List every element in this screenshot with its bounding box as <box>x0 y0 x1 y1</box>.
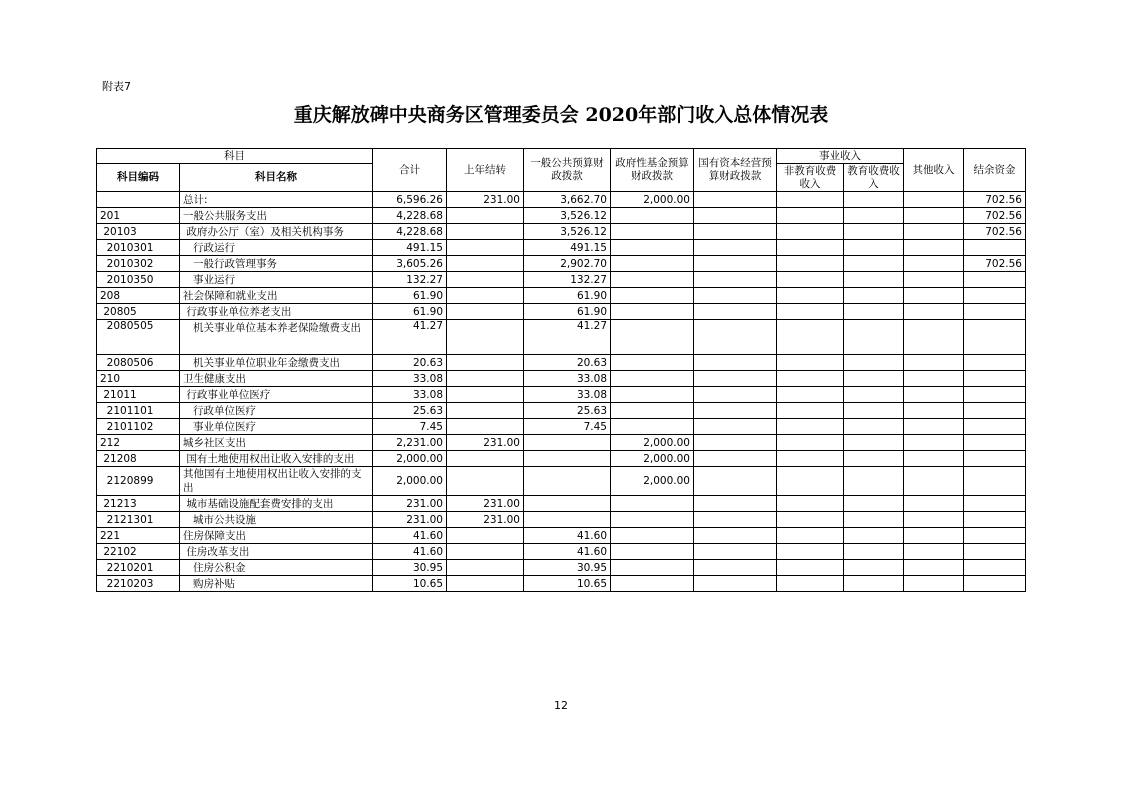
table-row <box>97 544 1026 560</box>
cell-capital <box>694 240 777 256</box>
cell-general: 41.27 <box>524 320 611 355</box>
cell-fund <box>611 272 694 288</box>
table-row <box>97 528 1026 544</box>
cell-carryover <box>447 544 524 560</box>
cell-name: 城市公共设施 <box>180 512 373 528</box>
cell-capital <box>694 419 777 435</box>
cell-other <box>904 451 964 467</box>
cell-capital <box>694 371 777 387</box>
cell-edu <box>844 320 904 355</box>
cell-edu <box>844 355 904 371</box>
header-edu-fee: 教育收费收入 <box>844 164 904 192</box>
cell-carryover <box>447 355 524 371</box>
cell-name: 卫生健康支出 <box>180 371 373 387</box>
table-row <box>97 403 1026 419</box>
cell-balance <box>964 560 1026 576</box>
cell-fund: 2,000.00 <box>611 467 694 496</box>
cell-edu <box>844 304 904 320</box>
cell-fund <box>611 355 694 371</box>
cell-total: 33.08 <box>373 387 447 403</box>
table-row <box>97 419 1026 435</box>
cell-total: 4,228.68 <box>373 224 447 240</box>
cell-total: 41.60 <box>373 528 447 544</box>
table-row <box>97 560 1026 576</box>
cell-name: 一般行政管理事务 <box>180 256 373 272</box>
cell-name: 事业运行 <box>180 272 373 288</box>
cell-fund: 2,000.00 <box>611 192 694 208</box>
cell-fund <box>611 512 694 528</box>
cell-balance <box>964 403 1026 419</box>
cell-capital <box>694 496 777 512</box>
cell-edu <box>844 451 904 467</box>
cell-carryover <box>447 576 524 592</box>
table-row <box>97 192 1026 208</box>
cell-code: 208 <box>97 288 180 304</box>
cell-name: 行政运行 <box>180 240 373 256</box>
table-row <box>97 208 1026 224</box>
table-row <box>97 288 1026 304</box>
cell-edu <box>844 512 904 528</box>
cell-balance <box>964 528 1026 544</box>
header-carryover: 上年结转 <box>447 149 524 192</box>
header-balance: 结余资金 <box>964 149 1026 192</box>
header-business-income: 事业收入 <box>777 149 904 164</box>
cell-name: 总计: <box>180 192 373 208</box>
cell-edu <box>844 435 904 451</box>
cell-carryover <box>447 371 524 387</box>
cell-carryover <box>447 451 524 467</box>
cell-capital <box>694 576 777 592</box>
cell-other <box>904 371 964 387</box>
cell-capital <box>694 467 777 496</box>
cell-total: 132.27 <box>373 272 447 288</box>
cell-nonedu <box>777 387 844 403</box>
header-subject: 科目 <box>97 149 373 164</box>
cell-total: 41.27 <box>373 320 447 355</box>
cell-general: 2,902.70 <box>524 256 611 272</box>
cell-code: 2101102 <box>97 419 180 435</box>
cell-fund <box>611 320 694 355</box>
table-row <box>97 355 1026 371</box>
cell-balance: 702.56 <box>964 208 1026 224</box>
table-row <box>97 224 1026 240</box>
cell-name: 国有土地使用权出让收入安排的支出 <box>180 451 373 467</box>
cell-name: 城乡社区支出 <box>180 435 373 451</box>
cell-capital <box>694 403 777 419</box>
cell-edu <box>844 224 904 240</box>
table-row <box>97 576 1026 592</box>
header-gov-fund: 政府性基金预算财政拨款 <box>611 149 694 192</box>
cell-general: 61.90 <box>524 288 611 304</box>
cell-nonedu <box>777 192 844 208</box>
cell-code: 2210203 <box>97 576 180 592</box>
cell-other <box>904 288 964 304</box>
cell-edu <box>844 371 904 387</box>
cell-edu <box>844 467 904 496</box>
cell-other <box>904 320 964 355</box>
table-row <box>97 272 1026 288</box>
cell-total: 33.08 <box>373 371 447 387</box>
cell-carryover <box>447 288 524 304</box>
cell-nonedu <box>777 496 844 512</box>
cell-code <box>97 192 180 208</box>
cell-capital <box>694 208 777 224</box>
cell-nonedu <box>777 435 844 451</box>
cell-general <box>524 435 611 451</box>
cell-nonedu <box>777 288 844 304</box>
cell-capital <box>694 224 777 240</box>
cell-other <box>904 560 964 576</box>
cell-fund <box>611 288 694 304</box>
cell-code: 2101101 <box>97 403 180 419</box>
cell-code: 2121301 <box>97 512 180 528</box>
cell-general: 61.90 <box>524 304 611 320</box>
cell-total: 231.00 <box>373 496 447 512</box>
cell-general: 3,526.12 <box>524 224 611 240</box>
cell-other <box>904 256 964 272</box>
page-title: 重庆解放碑中央商务区管理委员会 2020年部门收入总体情况表 <box>293 104 829 126</box>
cell-fund <box>611 387 694 403</box>
cell-balance <box>964 512 1026 528</box>
cell-nonedu <box>777 560 844 576</box>
cell-edu <box>844 419 904 435</box>
cell-name: 其他国有土地使用权出让收入安排的支出 <box>180 467 373 496</box>
cell-balance <box>964 451 1026 467</box>
cell-name: 社会保障和就业支出 <box>180 288 373 304</box>
cell-general: 41.60 <box>524 528 611 544</box>
cell-edu <box>844 256 904 272</box>
cell-balance <box>964 288 1026 304</box>
cell-carryover <box>447 320 524 355</box>
cell-carryover <box>447 528 524 544</box>
page-number: 12 <box>554 699 568 712</box>
cell-name: 机关事业单位基本养老保险缴费支出 <box>180 320 373 355</box>
cell-capital <box>694 272 777 288</box>
cell-edu <box>844 387 904 403</box>
cell-other <box>904 272 964 288</box>
cell-capital <box>694 320 777 355</box>
cell-balance: 702.56 <box>964 256 1026 272</box>
cell-balance <box>964 496 1026 512</box>
cell-edu <box>844 240 904 256</box>
cell-code: 210 <box>97 371 180 387</box>
cell-balance <box>964 355 1026 371</box>
cell-fund <box>611 371 694 387</box>
cell-carryover <box>447 403 524 419</box>
cell-carryover: 231.00 <box>447 512 524 528</box>
cell-edu <box>844 544 904 560</box>
cell-balance <box>964 576 1026 592</box>
cell-edu <box>844 496 904 512</box>
cell-total: 7.45 <box>373 419 447 435</box>
cell-carryover <box>447 224 524 240</box>
cell-capital <box>694 304 777 320</box>
cell-edu <box>844 560 904 576</box>
table-row <box>97 256 1026 272</box>
cell-code: 21208 <box>97 451 180 467</box>
cell-code: 201 <box>97 208 180 224</box>
cell-balance <box>964 419 1026 435</box>
cell-name: 住房保障支出 <box>180 528 373 544</box>
cell-code: 2080505 <box>97 320 180 355</box>
cell-nonedu <box>777 240 844 256</box>
cell-name: 城市基础设施配套费安排的支出 <box>180 496 373 512</box>
cell-balance <box>964 272 1026 288</box>
cell-nonedu <box>777 544 844 560</box>
cell-code: 2210201 <box>97 560 180 576</box>
cell-fund <box>611 560 694 576</box>
cell-nonedu <box>777 304 844 320</box>
cell-capital <box>694 512 777 528</box>
cell-capital <box>694 355 777 371</box>
cell-balance <box>964 371 1026 387</box>
cell-other <box>904 387 964 403</box>
cell-balance: 702.56 <box>964 224 1026 240</box>
cell-other <box>904 528 964 544</box>
cell-name: 事业单位医疗 <box>180 419 373 435</box>
cell-carryover <box>447 467 524 496</box>
cell-general <box>524 451 611 467</box>
cell-code: 20103 <box>97 224 180 240</box>
cell-fund <box>611 528 694 544</box>
cell-name: 行政事业单位养老支出 <box>180 304 373 320</box>
cell-total: 25.63 <box>373 403 447 419</box>
cell-total: 2,000.00 <box>373 467 447 496</box>
cell-code: 221 <box>97 528 180 544</box>
cell-nonedu <box>777 403 844 419</box>
cell-name: 行政单位医疗 <box>180 403 373 419</box>
cell-code: 21011 <box>97 387 180 403</box>
cell-carryover <box>447 560 524 576</box>
income-table <box>96 148 1026 592</box>
header-code: 科目编码 <box>97 164 180 192</box>
cell-code: 22102 <box>97 544 180 560</box>
table-row <box>97 304 1026 320</box>
cell-carryover <box>447 256 524 272</box>
table-row <box>97 496 1026 512</box>
cell-nonedu <box>777 256 844 272</box>
cell-balance <box>964 240 1026 256</box>
table-row <box>97 371 1026 387</box>
cell-edu <box>844 208 904 224</box>
cell-nonedu <box>777 512 844 528</box>
cell-total: 61.90 <box>373 288 447 304</box>
cell-code: 2080506 <box>97 355 180 371</box>
cell-general <box>524 467 611 496</box>
cell-code: 2010301 <box>97 240 180 256</box>
cell-other <box>904 435 964 451</box>
cell-other <box>904 576 964 592</box>
cell-other <box>904 496 964 512</box>
cell-capital <box>694 192 777 208</box>
cell-code: 20805 <box>97 304 180 320</box>
cell-fund <box>611 224 694 240</box>
cell-general: 33.08 <box>524 387 611 403</box>
cell-capital <box>694 560 777 576</box>
cell-general: 491.15 <box>524 240 611 256</box>
cell-fund <box>611 544 694 560</box>
cell-capital <box>694 451 777 467</box>
cell-general: 20.63 <box>524 355 611 371</box>
cell-nonedu <box>777 419 844 435</box>
cell-carryover <box>447 387 524 403</box>
cell-balance <box>964 544 1026 560</box>
cell-total: 20.63 <box>373 355 447 371</box>
cell-name: 政府办公厅（室）及相关机构事务 <box>180 224 373 240</box>
cell-code: 2010302 <box>97 256 180 272</box>
cell-general: 33.08 <box>524 371 611 387</box>
cell-fund <box>611 208 694 224</box>
cell-carryover <box>447 419 524 435</box>
cell-nonedu <box>777 208 844 224</box>
cell-total: 41.60 <box>373 544 447 560</box>
cell-nonedu <box>777 355 844 371</box>
cell-other <box>904 467 964 496</box>
cell-total: 491.15 <box>373 240 447 256</box>
cell-other <box>904 208 964 224</box>
cell-carryover <box>447 240 524 256</box>
cell-edu <box>844 403 904 419</box>
cell-edu <box>844 528 904 544</box>
cell-nonedu <box>777 576 844 592</box>
cell-balance <box>964 304 1026 320</box>
cell-name: 住房改革支出 <box>180 544 373 560</box>
cell-general: 41.60 <box>524 544 611 560</box>
cell-nonedu <box>777 320 844 355</box>
cell-general: 3,526.12 <box>524 208 611 224</box>
cell-other <box>904 544 964 560</box>
cell-total: 231.00 <box>373 512 447 528</box>
cell-general: 132.27 <box>524 272 611 288</box>
cell-edu <box>844 288 904 304</box>
cell-name: 一般公共服务支出 <box>180 208 373 224</box>
cell-balance <box>964 387 1026 403</box>
cell-balance: 702.56 <box>964 192 1026 208</box>
cell-capital <box>694 435 777 451</box>
table-row <box>97 240 1026 256</box>
cell-carryover: 231.00 <box>447 192 524 208</box>
cell-fund <box>611 576 694 592</box>
cell-name: 住房公积金 <box>180 560 373 576</box>
table-row <box>97 387 1026 403</box>
cell-fund <box>611 256 694 272</box>
cell-nonedu <box>777 371 844 387</box>
header-general-budget: 一般公共预算财政拨款 <box>524 149 611 192</box>
cell-other <box>904 512 964 528</box>
cell-code: 21213 <box>97 496 180 512</box>
cell-fund <box>611 304 694 320</box>
cell-carryover <box>447 272 524 288</box>
cell-name: 机关事业单位职业年金缴费支出 <box>180 355 373 371</box>
table-row <box>97 467 1026 496</box>
cell-balance <box>964 467 1026 496</box>
cell-code: 212 <box>97 435 180 451</box>
cell-other <box>904 419 964 435</box>
cell-other <box>904 240 964 256</box>
cell-carryover <box>447 208 524 224</box>
cell-general: 10.65 <box>524 576 611 592</box>
header-total: 合计 <box>373 149 447 192</box>
cell-total: 6,596.26 <box>373 192 447 208</box>
cell-name: 购房补贴 <box>180 576 373 592</box>
cell-general <box>524 512 611 528</box>
cell-fund <box>611 240 694 256</box>
table-row <box>97 320 1026 355</box>
cell-balance <box>964 320 1026 355</box>
cell-edu <box>844 192 904 208</box>
cell-code: 2010350 <box>97 272 180 288</box>
cell-carryover <box>447 304 524 320</box>
cell-carryover: 231.00 <box>447 496 524 512</box>
header-non-edu-fee: 非教育收费收入 <box>777 164 844 192</box>
cell-capital <box>694 387 777 403</box>
cell-nonedu <box>777 528 844 544</box>
cell-general: 30.95 <box>524 560 611 576</box>
cell-total: 4,228.68 <box>373 208 447 224</box>
cell-edu <box>844 272 904 288</box>
header-state-capital: 国有资本经营预算财政拨款 <box>694 149 777 192</box>
cell-total: 2,231.00 <box>373 435 447 451</box>
cell-fund: 2,000.00 <box>611 451 694 467</box>
cell-code: 2120899 <box>97 467 180 496</box>
cell-other <box>904 403 964 419</box>
cell-capital <box>694 256 777 272</box>
cell-total: 10.65 <box>373 576 447 592</box>
cell-fund <box>611 496 694 512</box>
header-name: 科目名称 <box>180 164 373 192</box>
cell-name: 行政事业单位医疗 <box>180 387 373 403</box>
cell-nonedu <box>777 467 844 496</box>
cell-general: 7.45 <box>524 419 611 435</box>
cell-general <box>524 496 611 512</box>
table-row <box>97 512 1026 528</box>
cell-capital <box>694 528 777 544</box>
cell-carryover: 231.00 <box>447 435 524 451</box>
cell-capital <box>694 288 777 304</box>
cell-capital <box>694 544 777 560</box>
cell-other <box>904 304 964 320</box>
cell-nonedu <box>777 272 844 288</box>
appendix-label: 附表7 <box>102 80 131 93</box>
cell-total: 3,605.26 <box>373 256 447 272</box>
cell-total: 2,000.00 <box>373 451 447 467</box>
cell-total: 30.95 <box>373 560 447 576</box>
cell-other <box>904 224 964 240</box>
cell-general: 25.63 <box>524 403 611 419</box>
cell-other <box>904 192 964 208</box>
cell-fund <box>611 403 694 419</box>
table-row <box>97 451 1026 467</box>
cell-other <box>904 355 964 371</box>
cell-edu <box>844 576 904 592</box>
table-row <box>97 435 1026 451</box>
cell-fund <box>611 419 694 435</box>
cell-fund: 2,000.00 <box>611 435 694 451</box>
cell-balance <box>964 435 1026 451</box>
header-other-income: 其他收入 <box>904 149 964 192</box>
cell-total: 61.90 <box>373 304 447 320</box>
cell-nonedu <box>777 224 844 240</box>
cell-general: 3,662.70 <box>524 192 611 208</box>
cell-nonedu <box>777 451 844 467</box>
